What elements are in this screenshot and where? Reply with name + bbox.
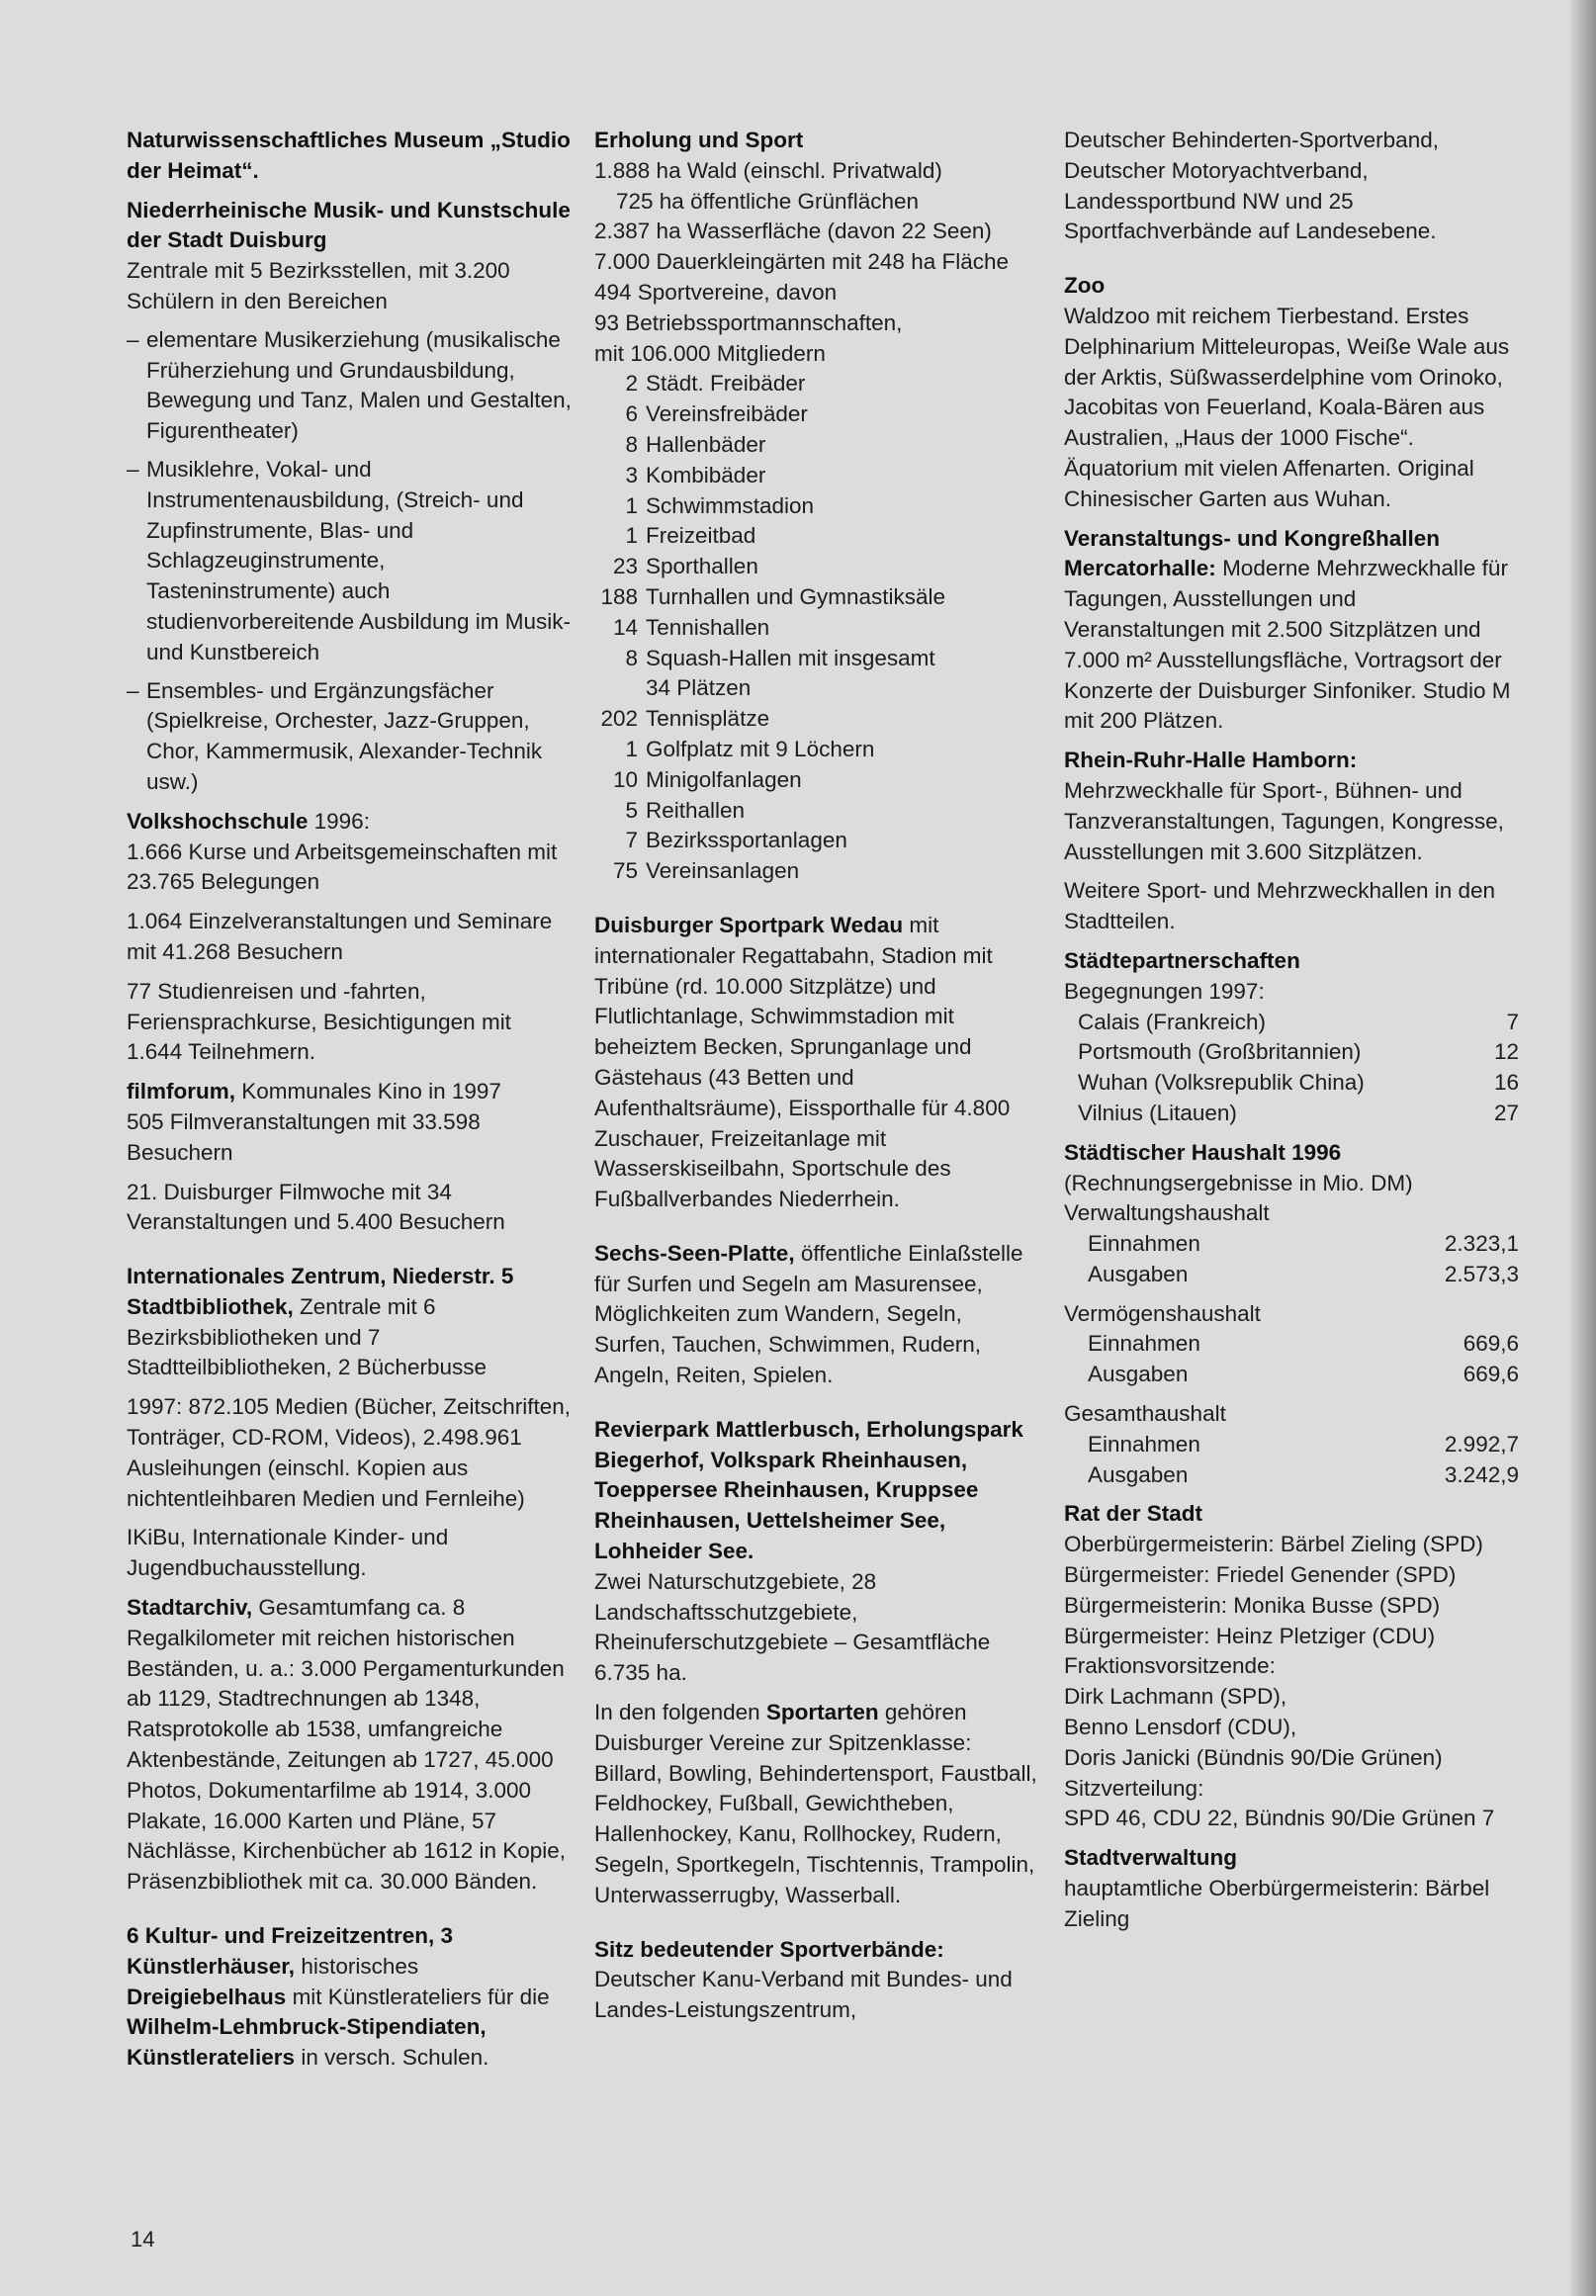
partner-row — [1064, 1099, 1519, 1129]
rat-line: SPD 46, CDU 22, Bündnis 90/Die Grünen 7 — [1064, 1806, 1495, 1831]
budget-name: Verwaltungshaushalt — [1064, 1200, 1270, 1226]
verbaende-continued: Deutscher Behinderten-Sportverband, Deutscher Motoryachtverband, Landessportbund NW und 25 Sportfachverbände auf Landesebene. — [1064, 128, 1439, 244]
facility-count: 8 — [625, 431, 638, 457]
budget-row — [1064, 1260, 1519, 1290]
facility-count: 202 — [600, 706, 638, 732]
verwaltung-text: hauptamtliche Oberbürgermeisterin: Bärbel Zieling — [1064, 1876, 1490, 1931]
facility-row — [594, 491, 1039, 522]
facility-count: 75 — [612, 858, 638, 884]
stadtarchiv-title: Stadtarchiv, — [127, 1595, 253, 1621]
list-item: – Ensembles- und Ergänzungsfächer (Spielkreise, Orchester, Jazz-Gruppen, Chor, Kammermusik, Alexander-Technik usw.) — [127, 676, 572, 798]
partner-count: 27 — [1493, 1100, 1519, 1125]
facility-label: Vereinsfreibäder — [646, 401, 808, 427]
facility-count: 1 — [625, 492, 638, 518]
musikschule-heading: Niederrheinische Musik- und Kunstschule der Stadt Duisburg — [127, 197, 571, 253]
facility-label: Schwimmstadion — [646, 492, 815, 518]
kultur-text: in versch. Schulen. — [295, 2045, 489, 2071]
facility-label: Sporthallen — [646, 554, 758, 579]
facility-row — [594, 644, 1039, 674]
sportarten-pre: In den folgenden — [594, 1700, 766, 1725]
vhs-heading — [127, 807, 572, 838]
facility-label: Turnhallen und Gymnastiksäle — [646, 583, 946, 609]
rrh-text: Mehrzweckhalle für Sport-, Bühnen- und Tanzveranstaltungen, Tagungen, Kongresse, Ausstellungen mit 3.600 Sitzplätzen. — [1064, 777, 1504, 864]
filmforum-heading — [127, 1077, 572, 1107]
page-number: 14 — [131, 2227, 155, 2252]
erholung-line: 2.387 ha Wasserfläche (davon 22 Seen) — [594, 219, 992, 244]
sportpark-title: Duisburger Sportpark Wedau — [594, 912, 904, 937]
facility-label: Freizeitbad — [646, 523, 756, 549]
erholung-line: 494 Sportvereine, davon — [594, 279, 838, 305]
facility-label: Hallenbäder — [646, 431, 766, 457]
haushalt-sub: (Rechnungsergebnisse in Mio. DM) — [1064, 1170, 1413, 1195]
budget-label: Ausgaben — [1088, 1461, 1189, 1487]
facility-row — [594, 613, 1039, 644]
rat-line: Bürgermeister: Friedel Genender (SPD) — [1064, 1562, 1457, 1588]
budget-label: Einnahmen — [1088, 1231, 1200, 1257]
facility-count: 6 — [625, 401, 638, 427]
facility-count: 5 — [625, 797, 638, 823]
column-right — [1064, 126, 1519, 1935]
filmforum-sub: Kommunales Kino in 1997 — [235, 1079, 501, 1104]
facility-label: Tennisplätze — [646, 706, 770, 732]
erholung-line: mit 106.000 Mitgliedern — [594, 340, 826, 366]
partner-row — [1064, 1008, 1519, 1038]
facility-label: Vereinsanlagen — [646, 858, 800, 884]
partner-row — [1064, 1068, 1519, 1099]
rat-list — [1064, 1530, 1519, 1834]
erholung-line: 7.000 Dauerkleingärten mit 248 ha Fläche — [594, 249, 1010, 275]
facility-label: Bezirkssportanlagen — [646, 828, 847, 853]
revier-heading: Revierpark Mattlerbusch, Erholungspark Biegerhof, Volkspark Rheinhausen, Toeppersee Rheinhausen, Kruppsee Rheinhausen, Uettelsheimer See, Lohheider See. — [594, 1416, 1023, 1564]
museum-heading: Naturwissenschaftliches Museum „Studio der Heimat“. — [127, 128, 571, 183]
seen-text: öffentliche Einlaßstelle für Surfen und Segeln am Masurensee, Möglichkeiten zum Wandern, Segeln, Surfen, Tauchen, Schwimmen, Rudern, Angeln, Reiten, Spielen. — [594, 1240, 1023, 1388]
erholung-line: 725 ha öffentliche Grünflächen — [616, 188, 920, 214]
seen-paragraph — [594, 1239, 1039, 1391]
facility-row — [594, 399, 1039, 430]
musikschule-intro: Zentrale mit 5 Bezirksstellen, mit 3.200 Schülern in den Bereichen — [127, 258, 510, 313]
facility-row — [594, 826, 1039, 856]
partner-count: 12 — [1493, 1039, 1519, 1065]
hallen-heading: Veranstaltungs- und Kongreßhallen — [1064, 525, 1441, 551]
kultur-text: mit Künstlerateliers für die — [286, 1984, 550, 2009]
vhs-paragraph: 1.064 Einzelveranstaltungen und Seminare mit 41.268 Besuchern — [127, 909, 553, 964]
facility-row — [594, 796, 1039, 827]
budget-label: Ausgaben — [1088, 1362, 1189, 1387]
partner-heading: Städtepartnerschaften — [1064, 947, 1300, 973]
vhs-title: Volkshochschule — [127, 808, 309, 834]
column-left — [127, 126, 572, 2074]
facility-count: 14 — [612, 614, 638, 640]
filmforum-paragraph: 21. Duisburger Filmwoche mit 34 Veranstaltungen und 5.400 Besuchern — [127, 1179, 505, 1235]
facility-count: 1 — [625, 736, 638, 761]
verbaende-heading: Sitz bedeutender Sportverbände: — [594, 1936, 944, 1962]
erholung-heading: Erholung und Sport — [594, 128, 804, 152]
rat-heading: Rat der Stadt — [1064, 1501, 1203, 1527]
facility-row — [594, 673, 1039, 704]
rat-line: Dirk Lachmann (SPD), — [1064, 1684, 1287, 1710]
stadtarchiv-paragraph — [127, 1593, 572, 1898]
mercatorhalle-title: Mercatorhalle: — [1064, 556, 1216, 581]
revier-text: Zwei Naturschutzgebiete, 28 Landschaftsschutzgebiete, Rheinuferschutzgebiete – Gesamtfläche 6.735 ha. — [594, 1568, 991, 1686]
kultur-bold: Dreigiebelhaus — [127, 1984, 287, 2009]
facility-label: Minigolfanlagen — [646, 766, 802, 792]
budget-value: 3.242,9 — [1444, 1461, 1519, 1487]
iz-heading: Internationales Zentrum, Niederstr. 5 — [127, 1264, 514, 1289]
rat-line: Fraktionsvorsitzende: — [1064, 1653, 1276, 1679]
bibliothek-text: Zentrale mit 6 Bezirksbibliotheken und 7 Stadtteilbibliotheken, 2 Bücherbusse — [127, 1293, 487, 1380]
facility-label: Reithallen — [646, 797, 746, 823]
filmforum-title: filmforum, — [127, 1079, 235, 1104]
partner-list — [1064, 1008, 1519, 1129]
budget-label: Einnahmen — [1088, 1431, 1200, 1457]
budget-label: Ausgaben — [1088, 1261, 1189, 1286]
vhs-year: 1996: — [308, 808, 370, 834]
filmforum-paragraph: 505 Filmveranstaltungen mit 33.598 Besuchern — [127, 1108, 481, 1165]
facility-count: 2 — [625, 371, 638, 397]
budget-list — [1064, 1198, 1519, 1490]
musikschule-list — [127, 325, 572, 798]
sportarten-paragraph — [594, 1698, 1039, 1911]
facility-label: 34 Plätzen — [646, 675, 752, 701]
erholung-line: 1.888 ha Wald (einschl. Privatwald) — [594, 157, 942, 183]
facility-row — [594, 461, 1039, 491]
rat-line: Sitzverteilung: — [1064, 1775, 1204, 1801]
budget-row — [1064, 1329, 1519, 1360]
facility-label: Golfplatz mit 9 Löchern — [646, 736, 875, 761]
partner-city: Wuhan (Volksrepublik China) — [1078, 1070, 1365, 1096]
bibliothek-paragraph — [127, 1292, 572, 1383]
mercatorhalle-text: Moderne Mehrzweckhalle für Tagungen, Ausstellungen und Veranstaltungen mit 2.500 Sitzplätzen und 7.000 m² Ausstellungsfläche, Vortragsort der Konzerte der Duisburger Sinfoniker. Studio M mit 200 Plätzen. — [1064, 556, 1511, 734]
partner-city: Portsmouth (Großbritannien) — [1078, 1039, 1362, 1065]
budget-value: 669,6 — [1463, 1362, 1519, 1387]
facility-row — [594, 704, 1039, 735]
budget-value: 2.992,7 — [1444, 1431, 1519, 1457]
budget-row — [1064, 1460, 1519, 1491]
facility-row — [594, 552, 1039, 582]
facility-row — [594, 430, 1039, 461]
list-item: – elementare Musikerziehung (musikalische Früherziehung und Grundausbildung, Bewegung und Tanz, Malen und Gestalten, Figurentheater) — [127, 325, 572, 447]
budget-value: 2.573,3 — [1444, 1261, 1519, 1286]
facility-row — [594, 521, 1039, 552]
list-item: – Musiklehre, Vokal- und Instrumentenausbildung, (Streich- und Zupfinstrumente, Blas- und Schlagzeuginstrumente, Tasteninstrumente) auch studienvorbereitende Ausbildung im Musik- und Kunstbereich — [127, 455, 572, 668]
kultur-text: historisches — [295, 1953, 419, 1979]
facility-row — [594, 765, 1039, 796]
bibliothek-paragraph: 1997: 872.105 Medien (Bücher, Zeitschriften, Tonträger, CD-ROM, Videos), 2.498.961 Ausleihungen (einschl. Kopien aus nichtentleihbaren Medien und Fernleihe) — [127, 1394, 572, 1511]
budget-row — [1064, 1430, 1519, 1460]
rat-line: Bürgermeisterin: Monika Busse (SPD) — [1064, 1592, 1441, 1618]
page-edge-shadow — [1570, 0, 1596, 2296]
facility-row — [594, 735, 1039, 765]
facility-label: Städt. Freibäder — [646, 371, 806, 397]
rrh-heading: Rhein-Ruhr-Halle Hamborn: — [1064, 748, 1358, 773]
sportarten-title: Sportarten — [765, 1700, 879, 1725]
facility-count: 3 — [625, 462, 638, 487]
column-middle — [594, 126, 1039, 2026]
facility-count: 8 — [625, 645, 638, 670]
weitere-hallen: Weitere Sport- und Mehrzweckhallen in den Stadtteilen. — [1064, 878, 1496, 934]
verwaltung-heading: Stadtverwaltung — [1064, 1845, 1238, 1871]
kultur-bold: Wilhelm-Lehmbruck-Stipendiaten, Künstlerateliers — [127, 2014, 487, 2071]
facility-count: 7 — [625, 828, 638, 853]
partner-count: 16 — [1493, 1070, 1519, 1096]
partner-row — [1064, 1037, 1519, 1068]
facility-row — [594, 369, 1039, 399]
partner-city: Vilnius (Litauen) — [1078, 1100, 1237, 1125]
budget-group — [1064, 1399, 1519, 1490]
facility-label: Tennishallen — [646, 614, 770, 640]
rat-line: Benno Lensdorf (CDU), — [1064, 1715, 1297, 1740]
rat-line: Oberbürgermeisterin: Bärbel Zieling (SPD) — [1064, 1532, 1483, 1557]
partner-count: 7 — [1506, 1009, 1519, 1034]
budget-name: Vermögenshaushalt — [1064, 1300, 1261, 1326]
sportarten-text: gehören Duisburger Vereine zur Spitzenklasse: Billard, Bowling, Behindertensport, Faustball, Feldhockey, Fußball, Gewichtheben, Hallenhockey, Kanu, Rollhockey, Rudern, Segeln, Sportkegeln, Tischtennis, Trampolin, Unterwasserrugby, Wasserball. — [594, 1700, 1037, 1907]
facility-row — [594, 582, 1039, 613]
rat-line: Bürgermeister: Heinz Pletziger (CDU) — [1064, 1623, 1436, 1648]
mercatorhalle-paragraph — [1064, 554, 1519, 737]
budget-row — [1064, 1229, 1519, 1260]
budget-row — [1064, 1360, 1519, 1390]
facility-count: 1 — [625, 523, 638, 549]
bibliothek-title: Stadtbibliothek, — [127, 1293, 294, 1319]
sportpark-paragraph — [594, 911, 1039, 1215]
seen-title: Sechs-Seen-Platte, — [594, 1240, 795, 1266]
kultur-bold: 6 Kultur- und Freizeitzentren, 3 Künstlerhäuser, — [127, 1923, 454, 1979]
vhs-paragraph: 1.666 Kurse und Arbeitsgemeinschaften mit 23.765 Belegungen — [127, 839, 558, 895]
kultur-paragraph — [127, 1921, 572, 2074]
budget-label: Einnahmen — [1088, 1331, 1200, 1357]
facility-count: 23 — [612, 554, 638, 579]
stadtarchiv-text: Gesamtumfang ca. 8 Regalkilometer mit reichen historischen Beständen, u. a.: 3.000 Pergamenturkunden ab 1129, Stadtrechnungen ab 1348, Ratsprotokolle ab 1538, umfangreiche Aktenbestände, Zeitungen ab 1727, 45.000 Photos, Dokumentarfilme ab 1914, 3.000 Plakate, 16.000 Karten und Pläne, 57 Nächlässe, Kirchenbücher ab 1612 in Kopie, Präsenzbibliothek mit ca. 30.000 Bänden. — [127, 1595, 567, 1895]
facility-row — [594, 856, 1039, 887]
bibliothek-paragraph: IKiBu, Internationale Kinder- und Jugendbuchausstellung. — [127, 1525, 449, 1581]
facility-label: Squash-Hallen mit insgesamt — [646, 645, 935, 670]
erholung-line: 93 Betriebssportmannschaften, — [594, 309, 903, 335]
budget-group — [1064, 1299, 1519, 1390]
rat-line: Doris Janicki (Bündnis 90/Die Grünen) — [1064, 1744, 1443, 1770]
budget-value: 2.323,1 — [1444, 1231, 1519, 1257]
facility-count: 188 — [600, 583, 638, 609]
zoo-text: Waldzoo mit reichem Tierbestand. Erstes Delphinarium Mitteleuropas, Weiße Wale aus der Arktis, Süßwasserdelphine vom Orinoko, Jacobitas von Feuerland, Koala-Bären aus Australien, „Haus der 1000 Fische“. Äquatorium mit vielen Affenarten. Original Chinesischer Garten aus Wuhan. — [1064, 303, 1510, 511]
facility-label: Kombibäder — [646, 462, 766, 487]
sportpark-text: mit internationaler Regattabahn, Stadion mit Tribüne (rd. 10.000 Sitzplätze) und Flutlichtanlage, Schwimmstadion mit beheiztem Becken, Sprunganlage und Gästehaus (43 Betten und Aufenthaltsräume), Eissporthalle für 4.800 Zuschauer, Freizeitanlage mit Wasserskiseilbahn, Sportschule des Fußballverbandes Niederrhein. — [594, 912, 1011, 1212]
facility-count: 10 — [612, 766, 638, 792]
haushalt-heading: Städtischer Haushalt 1996 — [1064, 1139, 1342, 1165]
partner-sub: Begegnungen 1997: — [1064, 978, 1265, 1004]
budget-value: 669,6 — [1463, 1331, 1519, 1357]
vhs-paragraph: 77 Studienreisen und -fahrten, Feriensprachkurse, Besichtigungen mit 1.644 Teilnehmern. — [127, 978, 511, 1065]
budget-name: Gesamthaushalt — [1064, 1401, 1226, 1427]
zoo-heading: Zoo — [1064, 273, 1106, 299]
partner-city: Calais (Frankreich) — [1078, 1009, 1267, 1034]
facilities-list — [594, 369, 1039, 887]
verbaende-text: Deutscher Kanu-Verband mit Bundes- und Landes-Leistungszentrum, — [594, 1967, 1013, 2023]
budget-group — [1064, 1198, 1519, 1289]
